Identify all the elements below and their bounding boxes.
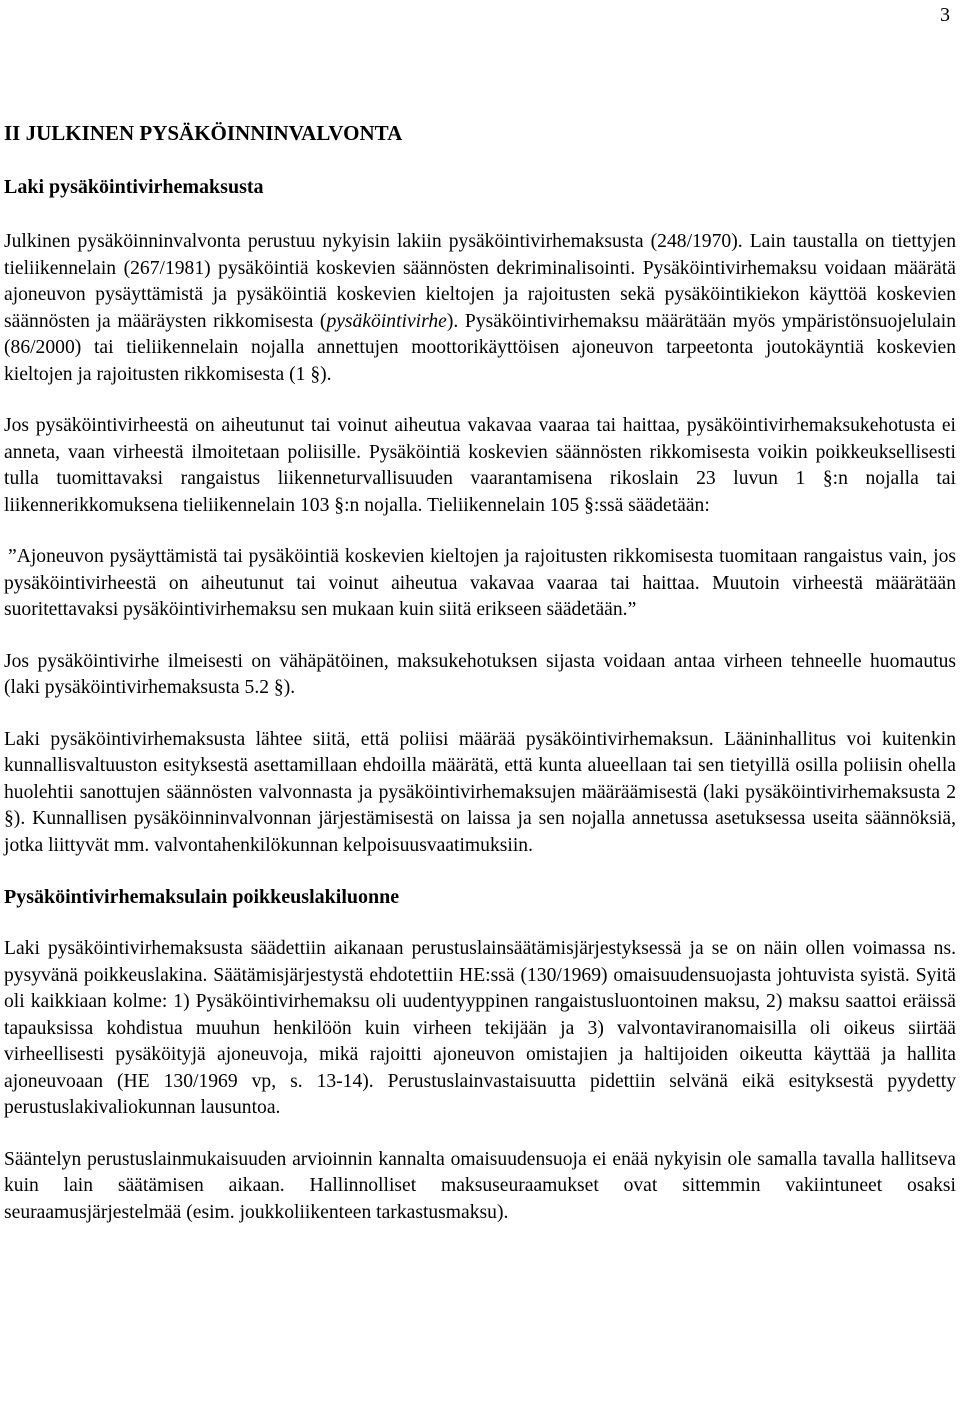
chapter-heading: II JULKINEN PYSÄKÖINNINVALVONTA bbox=[4, 121, 403, 145]
document-body bbox=[4, 120, 956, 1251]
paragraph-1-text-b: ). Pysäköintivirhemaksu määrätään myös ympäristönsuojelulain (86/2000) tai tieliikennelain nojalla annettujen moottorikäyttöisen ajoneuvon tarpeetonta joutokäyntiä koskevien kieltojen ja rajoitusten rikkomisesta (1 §). bbox=[4, 310, 957, 385]
paragraph-2: Jos pysäköintivirheestä on aiheutunut tai voinut aiheutua vakavaa vaaraa tai haittaa, pysäköintivirhemaksukehotusta ei anneta, vaan virheestä ilmoitetaan poliisille. Pysäköintiä koskevien säännösten rikkomisesta voikin poikkeuksellisesti tulla tuomittavaksi rangaistus liikenneturvallisuuden vaarantamisena rikoslain 23 luvun 1 §:n nojalla tai liikennerikkomuksena tieliikennelain 103 §:n nojalla. Tieliikennelain 105 §:ssä säädetään: bbox=[4, 415, 956, 516]
page-number: 3 bbox=[940, 4, 950, 26]
paragraph-6: Laki pysäköintivirhemaksusta säädettiin aikanaan perustuslainsäätämisjärjestyksessä ja se on näin ollen voimassa ns. pysyvänä poikkeuslakina. Säätämisjärjestystä ehdotettiin HE:ssä (130/1969) omaisuudensuojasta johtuvista syistä. Syitä oli kaikkiaan kolme: 1) Pysäköintivirhemaksu oli uudentyyppinen rangaistusluontoinen maksu, 2) maksu saattoi eräissä tapauksissa kohdistua muuhun henkilöön kuin virheen tekijään ja 3) valvontaviranomaisilla oli oikeus siirtää virheellisesti pysäköityjä ajoneuvoja, mikä rajoitti ajoneuvon omistajien ja haltijoiden oikeutta käyttää ja hallita ajoneuvoaan (HE 130/1969 vp, s. 13-14). Perustuslainvastaisuutta pidettiin selvänä eikä esityksestä pyydetty perustuslakivaliokunnan lausuntoa. bbox=[4, 938, 956, 1118]
paragraph-1 bbox=[4, 229, 956, 388]
quoted-law-paragraph: ”Ajoneuvon pysäyttämistä tai pysäköintiä koskevien kieltojen ja rajoitusten rikkomisesta tuomitaan rangaistus vain, jos pysäköintivirheestä on aiheutunut tai voinut aiheutua vakavaa vaaraa tai haittaa. Muutoin virheestä määrätään suoritettavaksi pysäköintivirhemaksu sen mukaan kuin siitä erikseen säädetään.” bbox=[4, 546, 956, 620]
section-2-heading: Pysäköintivirhemaksulain poikkeuslakiluonne bbox=[4, 886, 400, 908]
paragraph-5: Laki pysäköintivirhemaksusta lähtee siitä, että poliisi määrää pysäköintivirhemaksun. Lääninhallitus voi kuitenkin kunnallisvaltuuston esityksestä asettamillaan ehdoilla määrätä, että kunta alueellaan tai sen tietyillä osilla poliisin ohella huolehtii sanottujen säännösten valvonnasta ja pysäköintivirhemaksujen määräämisestä (laki pysäköintivirhemaksusta 2 §). Kunnallisen pysäköinninvalvonnan järjestämisestä on laissa ja sen nojalla annetussa asetuksessa useita säännöksiä, jotka liittyvät mm. valvontahenkilökunnan kelpoisuusvaatimuksiin. bbox=[4, 728, 956, 856]
paragraph-7: Sääntelyn perustuslainmukaisuuden arvioinnin kannalta omaisuudensuoja ei enää nykyisin ole samalla tavalla hallitseva kuin lain säätämisen aikaan. Hallinnolliset maksuseuraamukset ovat sittemmin vakiintuneet osaksi seuraamusjärjestelmää (esim. joukkoliikenteen tarkastusmaksu). bbox=[4, 1148, 956, 1223]
section-heading: Laki pysäköintivirhemaksusta bbox=[4, 176, 264, 198]
paragraph-1-italic-term: pysäköintivirhe bbox=[326, 310, 447, 332]
paragraph-4: Jos pysäköintivirhe ilmeisesti on vähäpätöinen, maksukehotuksen sijasta voidaan antaa virheen tehneelle huomautus (laki pysäköintivirhemaksusta 5.2 §). bbox=[4, 650, 956, 698]
paragraph-1-text-a: Julkinen pysäköinninvalvonta perustuu nykyisin lakiin pysäköintivirhemaksusta (248/1970). Lain taustalla on tiettyjen tieliikennelain (267/1981) pysäköintiä koskevien säännösten dekriminalisointi. Pysäköintivirhemaksu voidaan määrätä ajoneuvon pysäyttämistä ja pysäköintiä koskevien kieltojen ja rajoitusten sekä pysäköintikiekon käyttöä koskevien säännösten ja määräysten rikkomisesta ( bbox=[4, 231, 956, 332]
